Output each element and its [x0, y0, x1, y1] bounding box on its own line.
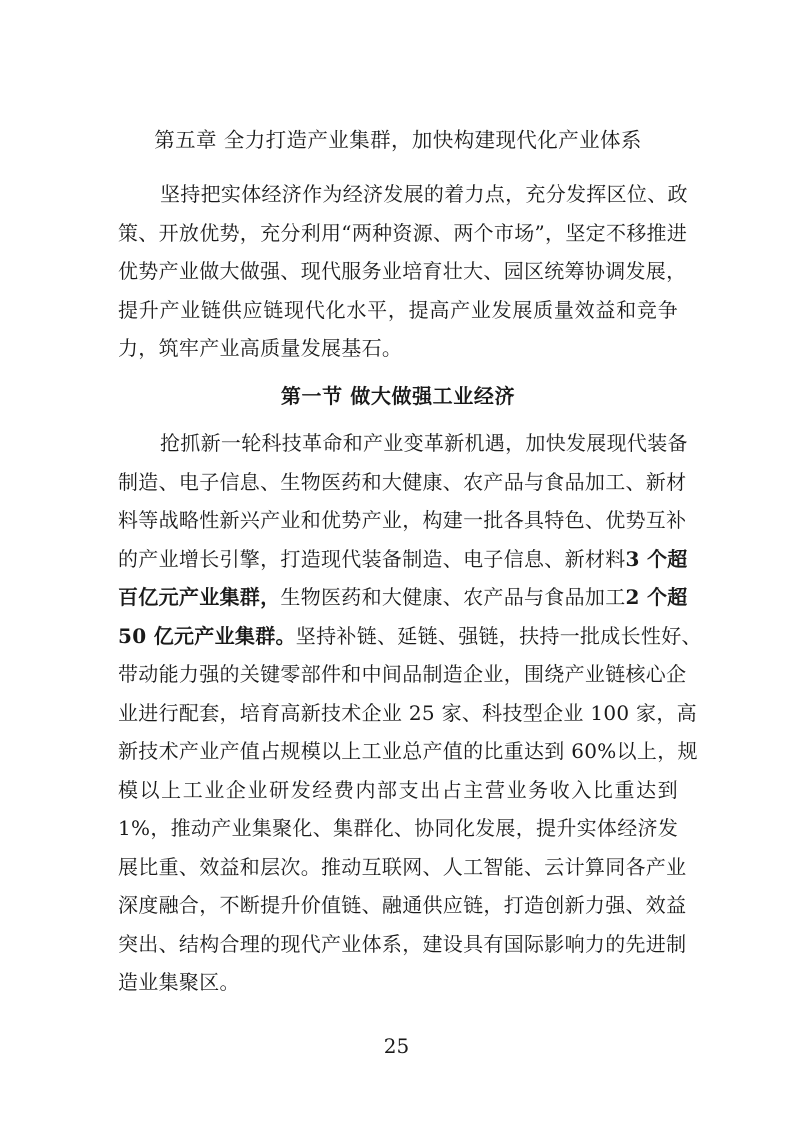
body-line: 料等战略性新兴产业和优势产业，构建一批各具特色、优势互补 [118, 508, 687, 532]
body-line [118, 578, 688, 617]
intro-line: 提升产业链供应链现代化水平，提高产业发展质量效益和竞争 [118, 297, 678, 322]
intro-line: 力，筑牢产业高质量发展基石。 [118, 336, 403, 360]
body-line: 造业集聚区。 [118, 970, 240, 994]
body-text: 的产业增长引擎，打造现代装备制造、电子信息、新材料 [118, 546, 626, 571]
bold-figure: 3 个超 [625, 546, 688, 571]
intro-line: 优势产业做大做强、现代服务业培育壮大、园区统筹协调发展， [118, 259, 687, 283]
body-line: 展比重、效益和层次。推动互联网、人工智能、云计算同各产业 [118, 854, 687, 879]
body-line: 模以上工业企业研发经费内部支出占主营业务收入比重达到 [118, 777, 678, 802]
body-text: 坚持补链、延链、强链，扶持一批成长性好、 [295, 623, 702, 648]
body-line: 带动能力强的关键零部件和中间品制造企业，围绕产业链核心企 [118, 662, 687, 686]
body-line: 深度融合，不断提升价值链、融通供应链，打造创新力强、效益 [118, 893, 687, 917]
section-title: 第一节 做大做强工业经济 [280, 384, 516, 408]
intro-line: 策、开放优势，充分利用“两种资源、两个市场”，坚定不移推进 [118, 220, 688, 245]
body-line: 突出、结构合理的现代产业体系，建设具有国际影响力的先进制 [118, 931, 687, 956]
body-line: 新技术产业产值占规模以上工业总产值的比重达到 60%以上，规 [118, 739, 698, 763]
bold-figure: 50 亿元产业集群。 [118, 623, 296, 648]
body-line: 业进行配套，培育高新技术企业 25 家、科技型企业 100 家，高 [118, 700, 697, 725]
body-line: 1%，推动产业集聚化、集群化、协同化发展，提升实体经济发 [118, 816, 679, 840]
body-line: 抢抓新一轮科技革命和产业变革新机遇，加快发展现代装备 [160, 431, 688, 455]
bold-figure: 2 个超 [625, 585, 688, 609]
chapter-title: 第五章 全力打造产业集群，加快构建现代化产业体系 [154, 128, 642, 152]
body-line: 制造、电子信息、生物医药和大健康、农产品与食品加工、新材 [118, 469, 687, 494]
intro-line: 坚持把实体经济作为经济发展的着力点，充分发挥区位、政 [160, 182, 688, 206]
body-line [118, 617, 702, 656]
body-paragraph [118, 424, 702, 1002]
page-number: 25 [383, 1034, 410, 1058]
body-text: 生物医药和大健康、农产品与食品加工 [280, 585, 626, 609]
intro-paragraph [118, 175, 688, 368]
bold-figure: 百亿元产业集群， [118, 585, 281, 609]
body-line [118, 540, 688, 579]
